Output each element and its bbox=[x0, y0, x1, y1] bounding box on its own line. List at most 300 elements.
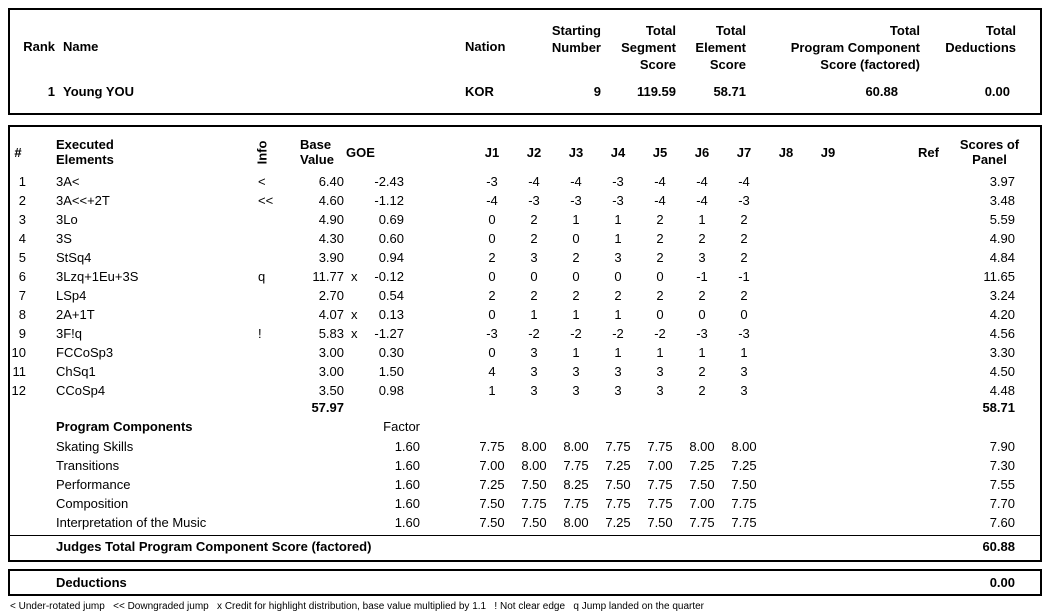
element-row bbox=[10, 362, 1040, 381]
judge-3-score: 8.00 bbox=[563, 515, 589, 530]
component-panel-score: 7.55 bbox=[989, 477, 1015, 492]
element-goe: -0.12 bbox=[374, 269, 404, 284]
judge-6-score: -4 bbox=[696, 174, 708, 189]
element-name: 3A< bbox=[56, 174, 80, 189]
skater-nation: KOR bbox=[465, 84, 494, 99]
judge-2-score: 3 bbox=[530, 345, 538, 360]
judge-6-score: 3 bbox=[698, 250, 706, 265]
judge-8-score bbox=[765, 191, 807, 210]
deductions-header: Total Deductions bbox=[945, 23, 1016, 55]
judge-9-score bbox=[807, 229, 849, 248]
total-panel-score: 58.71 bbox=[982, 400, 1015, 415]
judge-2-score: 8.00 bbox=[521, 458, 547, 473]
judge-9-score bbox=[807, 456, 849, 475]
judge-4-score: 3 bbox=[614, 383, 622, 398]
components-title-row bbox=[10, 416, 1040, 437]
judge-8-score bbox=[765, 286, 807, 305]
element-x-mark bbox=[344, 191, 368, 210]
element-x-mark bbox=[344, 172, 368, 191]
element-name: 3Lo bbox=[56, 212, 78, 227]
judge-6-score: 7.00 bbox=[689, 496, 715, 511]
judge-5-score: 7.50 bbox=[647, 515, 673, 530]
judge-3-score: 0 bbox=[572, 231, 580, 246]
component-factor: 1.60 bbox=[394, 458, 420, 473]
element-panel-score: 3.24 bbox=[989, 288, 1015, 303]
ref-cell bbox=[849, 494, 939, 513]
judge-7-score: 2 bbox=[740, 250, 748, 265]
judge-4-score: 7.75 bbox=[605, 496, 631, 511]
spacer bbox=[404, 267, 471, 286]
element-base-value: 6.40 bbox=[318, 174, 344, 189]
judge-7-score: 7.25 bbox=[731, 458, 757, 473]
element-row bbox=[10, 191, 1040, 210]
judge-5-score: -4 bbox=[654, 193, 666, 208]
judge-4-score: 7.25 bbox=[605, 515, 631, 530]
ref-cell bbox=[849, 475, 939, 494]
component-name: Transitions bbox=[56, 458, 120, 473]
judges-total-row bbox=[10, 537, 1040, 556]
judge-8-score bbox=[765, 210, 807, 229]
judge-1-score: 1 bbox=[488, 383, 496, 398]
element-info-mark bbox=[250, 248, 294, 267]
ref-cell bbox=[849, 229, 939, 248]
judge-8-score bbox=[765, 229, 807, 248]
component-row bbox=[10, 437, 1040, 456]
row-number-cell bbox=[10, 437, 26, 456]
judge-5-score: -2 bbox=[654, 326, 666, 341]
element-x-mark bbox=[344, 286, 368, 305]
judge-1-score: 0 bbox=[488, 231, 496, 246]
judge-3-score: -2 bbox=[570, 326, 582, 341]
judge-7-score: 7.75 bbox=[731, 515, 757, 530]
element-x-mark bbox=[344, 362, 368, 381]
judge-9-score bbox=[807, 305, 849, 324]
judge-8-score bbox=[765, 456, 807, 475]
judge-8-score bbox=[765, 324, 807, 343]
judge-6-score: 2 bbox=[698, 383, 706, 398]
component-name: Interpretation of the Music bbox=[56, 515, 207, 530]
element-base-value: 2.70 bbox=[318, 288, 344, 303]
info-column-header: Info bbox=[254, 140, 270, 164]
judge-4-score: 0 bbox=[614, 269, 622, 284]
element-panel-score: 3.97 bbox=[989, 174, 1015, 189]
element-info-mark: < bbox=[258, 174, 266, 189]
ref-header: Ref bbox=[918, 144, 939, 160]
row-number-cell bbox=[10, 456, 26, 475]
judge-4-header: J4 bbox=[610, 144, 626, 160]
element-goe: -1.27 bbox=[374, 326, 404, 341]
element-goe: 0.94 bbox=[378, 250, 404, 265]
element-number: 12 bbox=[11, 383, 26, 398]
summary-header-row bbox=[10, 22, 1040, 73]
rank-header: Rank bbox=[23, 39, 55, 54]
element-info-mark bbox=[250, 381, 294, 400]
element-number: 8 bbox=[18, 307, 26, 322]
element-name: 3F!q bbox=[56, 326, 83, 341]
ref-cell bbox=[849, 437, 939, 456]
judge-4-score: 7.75 bbox=[605, 439, 631, 454]
element-x-mark bbox=[344, 229, 368, 248]
judge-1-score: 0 bbox=[488, 345, 496, 360]
judge-9-score bbox=[807, 437, 849, 456]
judge-1-score: 2 bbox=[488, 250, 496, 265]
element-number: 10 bbox=[11, 345, 26, 360]
judge-3-score: 3 bbox=[572, 383, 580, 398]
judge-1-score: -3 bbox=[486, 326, 498, 341]
judge-8-score bbox=[765, 172, 807, 191]
number-column-header: # bbox=[14, 144, 22, 160]
judge-5-score: 3 bbox=[656, 383, 664, 398]
element-name: StSq4 bbox=[56, 250, 92, 265]
judge-3-score: -4 bbox=[570, 174, 582, 189]
judge-2-score: 3 bbox=[530, 364, 538, 379]
row-number-cell bbox=[10, 494, 26, 513]
judge-1-score: 4 bbox=[488, 364, 496, 379]
element-panel-score: 3.48 bbox=[989, 193, 1015, 208]
total-base-value: 57.97 bbox=[311, 400, 344, 415]
judge-2-score: 1 bbox=[530, 307, 538, 322]
judge-4-score: 1 bbox=[614, 307, 622, 322]
judge-7-score: 7.75 bbox=[731, 496, 757, 511]
judge-7-score: 8.00 bbox=[731, 439, 757, 454]
component-factor: 1.60 bbox=[394, 477, 420, 492]
element-x-mark bbox=[344, 248, 368, 267]
judge-3-score: 8.25 bbox=[563, 477, 589, 492]
judge-5-header: J5 bbox=[652, 144, 668, 160]
judge-1-score: 0 bbox=[488, 307, 496, 322]
judge-5-score: -4 bbox=[654, 174, 666, 189]
starting-number-header: Starting Number bbox=[551, 23, 601, 55]
skater-name: Young YOU bbox=[63, 84, 135, 99]
judge-7-score: 2 bbox=[740, 231, 748, 246]
element-panel-score: 4.48 bbox=[989, 383, 1015, 398]
judge-6-score: 7.25 bbox=[689, 458, 715, 473]
judge-6-score: 7.75 bbox=[689, 515, 715, 530]
row-number-cell bbox=[10, 475, 26, 494]
ref-cell bbox=[849, 172, 939, 191]
row-number-cell bbox=[10, 513, 26, 532]
deductions-row bbox=[10, 574, 1040, 591]
judge-3-score: -3 bbox=[570, 193, 582, 208]
element-row bbox=[10, 324, 1040, 343]
judge-4-score: 1 bbox=[614, 212, 622, 227]
element-info-mark: ! bbox=[258, 326, 262, 341]
judge-2-score: 3 bbox=[530, 383, 538, 398]
judge-7-header: J7 bbox=[736, 144, 752, 160]
judge-5-score: 2 bbox=[656, 212, 664, 227]
judge-6-header: J6 bbox=[694, 144, 710, 160]
element-goe: 1.50 bbox=[378, 364, 404, 379]
element-info-mark: << bbox=[258, 193, 274, 208]
nation-header: Nation bbox=[465, 39, 506, 54]
judge-6-score: 2 bbox=[698, 364, 706, 379]
deductions-label: Deductions bbox=[56, 575, 127, 590]
spacer bbox=[404, 191, 471, 210]
component-panel-score: 7.30 bbox=[989, 458, 1015, 473]
judge-9-score bbox=[807, 475, 849, 494]
judge-3-score: 1 bbox=[572, 307, 580, 322]
judge-4-score: -2 bbox=[612, 326, 624, 341]
judge-5-score: 3 bbox=[656, 364, 664, 379]
judge-2-score: 0 bbox=[530, 269, 538, 284]
spacer bbox=[404, 172, 471, 191]
element-info-mark bbox=[250, 362, 294, 381]
judges-total-value: 60.88 bbox=[982, 539, 1015, 554]
judge-9-score bbox=[807, 494, 849, 513]
judge-5-score: 7.75 bbox=[647, 496, 673, 511]
element-x-mark bbox=[344, 210, 368, 229]
element-goe: 0.54 bbox=[378, 288, 404, 303]
element-base-value: 11.77 bbox=[312, 269, 344, 284]
judge-8-score bbox=[765, 267, 807, 286]
element-name: 3A<<+2T bbox=[56, 193, 110, 208]
skater-deductions: 0.00 bbox=[984, 84, 1010, 99]
ref-cell bbox=[849, 305, 939, 324]
judge-6-score: 2 bbox=[698, 288, 706, 303]
component-panel-score: 7.60 bbox=[989, 515, 1015, 530]
judge-1-score: 7.25 bbox=[479, 477, 505, 492]
skater-starting-number: 9 bbox=[593, 84, 601, 99]
judge-9-score bbox=[807, 513, 849, 532]
judge-6-score: 8.00 bbox=[689, 439, 715, 454]
judge-3-score: 1 bbox=[572, 345, 580, 360]
judge-4-score: 3 bbox=[614, 250, 622, 265]
judge-2-score: 7.50 bbox=[521, 477, 547, 492]
element-number: 11 bbox=[12, 364, 26, 379]
judge-9-score bbox=[807, 343, 849, 362]
executed-elements-header: Executed Elements bbox=[56, 137, 114, 167]
element-base-value: 4.90 bbox=[318, 212, 344, 227]
judge-7-score: 3 bbox=[740, 364, 748, 379]
judge-8-header: J8 bbox=[778, 144, 794, 160]
component-row bbox=[10, 456, 1040, 475]
judge-7-score: 3 bbox=[740, 383, 748, 398]
judge-1-score: 7.00 bbox=[479, 458, 505, 473]
judge-2-header: J2 bbox=[526, 144, 542, 160]
element-goe: 0.30 bbox=[378, 345, 404, 360]
judge-3-score: 7.75 bbox=[563, 496, 589, 511]
judge-6-score: 0 bbox=[698, 307, 706, 322]
element-base-value: 3.00 bbox=[318, 345, 344, 360]
element-name: 3Lzq+1Eu+3S bbox=[56, 269, 139, 284]
skater-pcs-score: 60.88 bbox=[865, 84, 898, 99]
judge-1-score: 7.50 bbox=[479, 496, 505, 511]
element-panel-score: 4.50 bbox=[989, 364, 1015, 379]
judge-1-header: J1 bbox=[484, 144, 500, 160]
spacer bbox=[10, 574, 26, 591]
judge-9-score bbox=[807, 248, 849, 267]
element-base-value: 4.60 bbox=[318, 193, 344, 208]
element-panel-score: 5.59 bbox=[989, 212, 1015, 227]
judge-4-score: 7.25 bbox=[605, 458, 631, 473]
judge-7-score: -3 bbox=[738, 193, 750, 208]
ref-cell bbox=[849, 210, 939, 229]
element-base-value: 4.30 bbox=[318, 231, 344, 246]
judge-5-score: 1 bbox=[656, 345, 664, 360]
element-row bbox=[10, 305, 1040, 324]
judge-3-score: 1 bbox=[572, 212, 580, 227]
elements-header-row bbox=[10, 132, 1040, 172]
component-factor: 1.60 bbox=[394, 439, 420, 454]
judge-8-score bbox=[765, 248, 807, 267]
judge-2-score: 7.75 bbox=[521, 496, 547, 511]
component-row bbox=[10, 513, 1040, 532]
base-value-header: Base Value bbox=[300, 137, 334, 167]
judge-7-score: 2 bbox=[740, 212, 748, 227]
ref-cell bbox=[849, 248, 939, 267]
judge-9-header: J9 bbox=[820, 144, 836, 160]
judge-5-score: 0 bbox=[656, 269, 664, 284]
skater-segment-score: 119.59 bbox=[636, 84, 676, 99]
judge-8-score bbox=[765, 362, 807, 381]
component-row bbox=[10, 475, 1040, 494]
judge-4-score: 7.50 bbox=[605, 477, 631, 492]
spacer bbox=[404, 343, 471, 362]
ref-cell bbox=[849, 324, 939, 343]
element-row bbox=[10, 248, 1040, 267]
element-number: 4 bbox=[18, 231, 26, 246]
judge-3-score: 7.75 bbox=[563, 458, 589, 473]
component-name: Skating Skills bbox=[56, 439, 134, 454]
element-row bbox=[10, 210, 1040, 229]
spacer bbox=[404, 229, 471, 248]
element-info-mark bbox=[250, 305, 294, 324]
element-info-mark bbox=[250, 210, 294, 229]
elements-rows bbox=[10, 172, 1040, 400]
component-name: Composition bbox=[56, 496, 129, 511]
judge-1-score: -3 bbox=[486, 174, 498, 189]
element-name: 2A+1T bbox=[56, 307, 95, 322]
judge-4-score: 3 bbox=[614, 364, 622, 379]
element-info-mark bbox=[250, 286, 294, 305]
judge-5-score: 0 bbox=[656, 307, 664, 322]
judge-6-score: -1 bbox=[696, 269, 708, 284]
element-goe: -1.12 bbox=[374, 193, 404, 208]
judge-2-score: 2 bbox=[530, 288, 538, 303]
judge-9-score bbox=[807, 324, 849, 343]
judge-4-score: 2 bbox=[614, 288, 622, 303]
judge-4-score: 1 bbox=[614, 345, 622, 360]
judge-5-score: 7.75 bbox=[647, 439, 673, 454]
judge-8-score bbox=[765, 305, 807, 324]
skater-rank: 1 bbox=[47, 84, 55, 99]
spacer bbox=[404, 381, 471, 400]
component-panel-score: 7.70 bbox=[989, 496, 1015, 511]
spacer bbox=[404, 305, 471, 324]
judge-8-score bbox=[765, 343, 807, 362]
judge-8-score bbox=[765, 494, 807, 513]
element-goe: 0.13 bbox=[378, 307, 404, 322]
element-base-value: 4.07 bbox=[318, 307, 344, 322]
ref-cell bbox=[849, 286, 939, 305]
judge-1-score: 7.50 bbox=[479, 515, 505, 530]
element-goe: 0.98 bbox=[378, 383, 404, 398]
judge-6-score: 7.50 bbox=[689, 477, 715, 492]
ref-cell bbox=[849, 191, 939, 210]
element-panel-score: 4.56 bbox=[989, 326, 1015, 341]
element-info-mark bbox=[250, 229, 294, 248]
element-name: ChSq1 bbox=[56, 364, 96, 379]
element-name: 3S bbox=[56, 231, 72, 246]
divider bbox=[10, 535, 1040, 536]
element-number: 9 bbox=[18, 326, 26, 341]
judge-3-score: 0 bbox=[572, 269, 580, 284]
element-base-value: 5.83 bbox=[318, 326, 344, 341]
element-number: 2 bbox=[18, 193, 26, 208]
ref-cell bbox=[849, 362, 939, 381]
judge-7-score: -4 bbox=[738, 174, 750, 189]
judge-7-score: -1 bbox=[738, 269, 750, 284]
pcs-header: Total Program Component Score (factored) bbox=[790, 23, 920, 72]
judge-6-score: 1 bbox=[698, 345, 706, 360]
judge-2-score: 3 bbox=[530, 250, 538, 265]
judge-9-score bbox=[807, 286, 849, 305]
element-x-mark: x bbox=[351, 326, 358, 341]
spacer bbox=[404, 248, 471, 267]
components-rows bbox=[10, 437, 1040, 532]
skater-row bbox=[10, 83, 1040, 101]
element-name: FCCoSp3 bbox=[56, 345, 114, 360]
element-row bbox=[10, 267, 1040, 286]
element-panel-score: 4.90 bbox=[989, 231, 1015, 246]
judge-1-score: 2 bbox=[488, 288, 496, 303]
judge-7-score: -3 bbox=[738, 326, 750, 341]
ref-cell bbox=[849, 513, 939, 532]
program-components-title: Program Components bbox=[56, 419, 193, 434]
judge-5-score: 7.00 bbox=[647, 458, 673, 473]
judge-2-score: 2 bbox=[530, 231, 538, 246]
protocol-sheet bbox=[0, 8, 1050, 612]
goe-header: GOE bbox=[346, 144, 375, 160]
judge-4-score: -3 bbox=[612, 174, 624, 189]
element-goe: -2.43 bbox=[374, 174, 404, 189]
spacer bbox=[404, 210, 471, 229]
element-goe: 0.60 bbox=[378, 231, 404, 246]
element-score-header: Total Element Score bbox=[695, 23, 746, 72]
element-number: 1 bbox=[18, 174, 26, 189]
judge-1-score: 0 bbox=[488, 212, 496, 227]
element-panel-score: 3.30 bbox=[989, 345, 1015, 360]
element-number: 6 bbox=[18, 269, 26, 284]
judge-2-score: -4 bbox=[528, 174, 540, 189]
ref-cell bbox=[849, 343, 939, 362]
judge-6-score: -4 bbox=[696, 193, 708, 208]
legend-footnote: < Under-rotated jump << Downgraded jump x Credit for highlight distribution, base value multiplied by 1.1 ! Not clear edge q Jump landed on the quarter bbox=[10, 601, 704, 612]
spacer bbox=[404, 286, 471, 305]
judge-1-score: 0 bbox=[488, 269, 496, 284]
element-panel-score: 4.20 bbox=[989, 307, 1015, 322]
factor-label: Factor bbox=[383, 419, 420, 434]
element-number: 7 bbox=[18, 288, 26, 303]
component-factor: 1.60 bbox=[394, 515, 420, 530]
judge-3-score: 2 bbox=[572, 288, 580, 303]
component-name: Performance bbox=[56, 477, 131, 492]
element-row bbox=[10, 381, 1040, 400]
element-name: LSp4 bbox=[56, 288, 87, 303]
scores-box bbox=[8, 125, 1042, 562]
judge-2-score: 2 bbox=[530, 212, 538, 227]
element-number: 5 bbox=[18, 250, 26, 265]
judge-2-score: 8.00 bbox=[521, 439, 547, 454]
judge-9-score bbox=[807, 210, 849, 229]
judge-9-score bbox=[807, 267, 849, 286]
judge-3-header: J3 bbox=[568, 144, 584, 160]
judge-5-score: 2 bbox=[656, 250, 664, 265]
judge-9-score bbox=[807, 362, 849, 381]
deductions-box bbox=[8, 569, 1042, 596]
element-x-mark: x bbox=[351, 269, 358, 284]
judges-total-label: Judges Total Program Component Score (factored) bbox=[56, 539, 372, 554]
